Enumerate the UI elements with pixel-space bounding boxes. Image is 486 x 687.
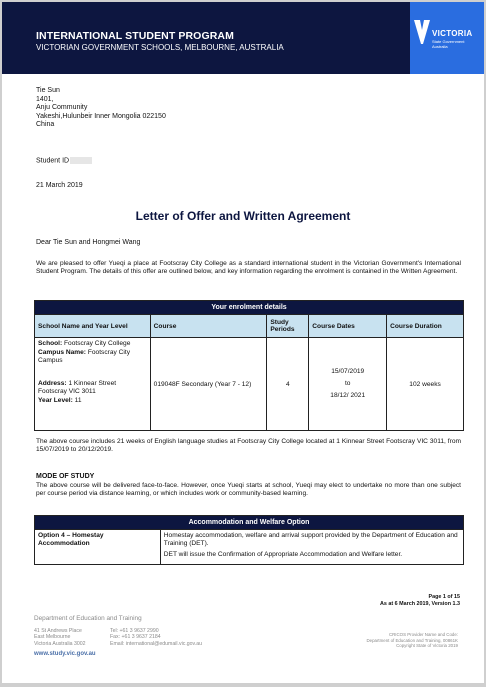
col-header: Course (150, 315, 267, 338)
address-line: Yakeshi,Hulunbeir Inner Mongolia 022150 (36, 112, 166, 120)
program-subtitle: VICTORIAN GOVERNMENT SCHOOLS, MELBOURNE, AUSTRALIA (36, 43, 284, 52)
dates-cell (309, 338, 387, 431)
accommodation-desc (160, 530, 463, 565)
page-info (380, 594, 460, 608)
campus-label: Campus Name: (38, 348, 87, 356)
accommodation-desc-1: Homestay accommodation, welfare and arrival support provided by the Department of Education and Training (DET). (163, 532, 458, 547)
footer-url[interactable]: www.study.vic.gov.au (34, 651, 96, 657)
duration-cell: 102 weeks (387, 338, 464, 431)
accommodation-table (34, 515, 464, 565)
date-start: 15/07/2019 (331, 368, 365, 375)
address-line: 1401, (36, 95, 54, 103)
school-label: School: (38, 340, 63, 347)
footer-address (34, 628, 86, 647)
footer-legal (366, 632, 458, 649)
accommodation-band: Accommodation and Welfare Option (35, 516, 464, 530)
mode-text: The above course will be delivered face-to-face. However, once Yueqi starts at school, Yueqi may elect to undertake no more than one subject per course period via distance learning, or which includes work or community-based learning. (36, 482, 461, 497)
logo-name: VICTORIA (432, 29, 473, 38)
footer-org: Department of Education and Training (34, 615, 142, 622)
accommodation-desc-2: DET will issue the Confirmation of Appropriate Accommodation and Welfare letter. (163, 551, 403, 558)
periods-cell: 4 (267, 338, 309, 431)
logo-subtext: State Government Australia (432, 39, 465, 49)
course-cell: 019048F Secondary (Year 7 - 12) (150, 338, 267, 431)
letter-date: 21 March 2019 (36, 182, 83, 189)
header-banner (2, 2, 484, 74)
mode-heading: MODE OF STUDY (36, 473, 95, 480)
year-level: 11 (74, 396, 82, 404)
victoria-logo (410, 2, 484, 74)
footer-email: Email: international@edumail.vic.gov.au (110, 640, 202, 647)
footer-legal-line: CRICOS Provider Name and Code: (388, 632, 458, 637)
col-header: Course Dates (309, 315, 387, 338)
address-line: Anju Community (36, 104, 88, 111)
address-line: China (36, 121, 55, 128)
col-header: Course Duration (387, 315, 464, 338)
footer-contact (110, 628, 202, 647)
student-id-label: Student ID (36, 157, 70, 165)
document-title: Letter of Offer and Written Agreement (135, 209, 351, 223)
date-to: to (344, 380, 351, 387)
address-line: Tie Sun (36, 87, 60, 94)
col-header: Study Periods (267, 315, 309, 338)
footer-legal-line: Department of Education and Training, 00861K (366, 637, 458, 643)
salutation: Dear Tie Sun and Hongmei Wang (36, 239, 141, 246)
footer-legal-line: Copyright State of Victoria 2019 (396, 643, 458, 649)
program-title: INTERNATIONAL STUDENT PROGRAM (36, 30, 234, 42)
date-end: 18/12/ 2021 (330, 392, 366, 399)
col-header: School Name and Year Level (35, 315, 151, 338)
footer-address-line: Victoria Australia 3002 (34, 640, 86, 647)
accommodation-option: Option 4 – Homestay Accommodation (35, 530, 161, 565)
school-cell (35, 338, 151, 431)
footer-fax: Fax: +61 3 9637 2184 (110, 634, 161, 641)
school-name: Footscray City College (64, 340, 131, 347)
school-address: 1 Kinnear Street Footscray VIC 3011 (38, 379, 117, 395)
enrolment-band: Your enrolment details (35, 301, 464, 315)
student-id (36, 157, 92, 165)
footer-address-line: 41 St Andrews Place (34, 628, 82, 634)
footer-address-line: East Melbourne (34, 634, 71, 641)
footer-phone: Tel: +61 3 9637 2990 (110, 628, 159, 634)
redacted-id (70, 157, 92, 164)
letter-page (2, 2, 484, 683)
victoria-v-icon (414, 20, 430, 44)
year-label: Year Level: (38, 396, 73, 404)
version-info: As at 6 March 2019, Version 1.3 (379, 601, 460, 607)
page-number: Page 1 of 15 (428, 594, 460, 600)
intro-paragraph: We are pleased to offer Yueqi a place at Footscray City College as a standard international student in the Victorian Government's International Student Program. The details of this offer are outlined below, and key information regarding the enrolment is contained in the Written Agreement. (36, 260, 461, 275)
campus-name: Footscray City Campus (38, 348, 130, 364)
recipient-address (36, 87, 166, 130)
address-label: Address: (38, 379, 67, 387)
course-note: The above course includes 21 weeks of English language studies at Footscray City College located at 1 Kinnear Street Footscray VIC 3011, from 15/07/2019 to 20/12/2019. (36, 438, 461, 453)
enrolment-table (34, 300, 464, 431)
